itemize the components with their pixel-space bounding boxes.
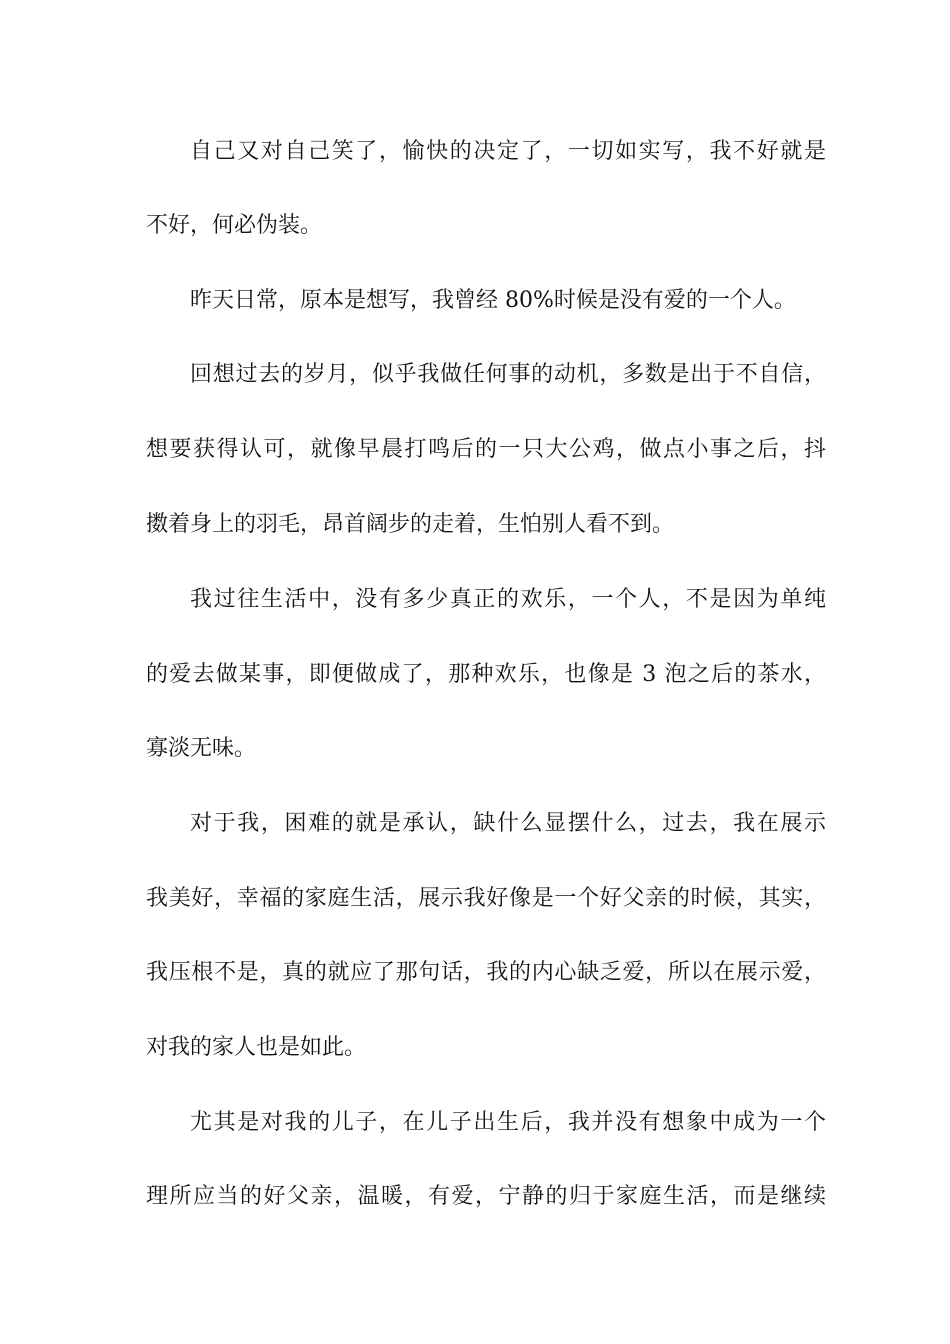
text-line: 我压根不是，真的就应了那句话，我的内心缺乏爱，所以在展示爱，	[146, 960, 826, 985]
text-line: 不好，何必伪装。	[146, 213, 323, 238]
text-line: 我美好，幸福的家庭生活，展示我好像是一个好父亲的时候，其实，	[146, 886, 826, 911]
text-line: 昨天日常，原本是想写，我曾经 80%时候是没有爱的一个人。	[190, 288, 796, 313]
text-line: 我过往生活中，没有多少真正的欢乐，一个人，不是因为单纯	[190, 587, 826, 612]
text-line: 寡淡无味。	[146, 736, 257, 761]
text-line: 回想过去的岁月，似乎我做任何事的动机，多数是出于不自信，	[190, 362, 826, 387]
text-line: 擞着身上的羽毛，昂首阔步的走着，生怕别人看不到。	[146, 512, 675, 537]
text-line: 的爱去做某事，即便做成了，那种欢乐，也像是 3 泡之后的茶水，	[146, 662, 826, 687]
text-line: 尤其是对我的儿子，在儿子出生后，我并没有想象中成为一个	[190, 1110, 826, 1135]
text-line: 自己又对自己笑了，愉快的决定了，一切如实写，我不好就是	[190, 139, 826, 164]
text-line: 对于我，困难的就是承认，缺什么显摆什么，过去，我在展示	[190, 811, 826, 836]
text-line: 想要获得认可，就像早晨打鸣后的一只大公鸡，做点小事之后，抖	[146, 437, 826, 462]
text-line: 对我的家人也是如此。	[146, 1035, 367, 1060]
text-line: 理所应当的好父亲，温暖，有爱，宁静的归于家庭生活，而是继续	[146, 1184, 826, 1209]
